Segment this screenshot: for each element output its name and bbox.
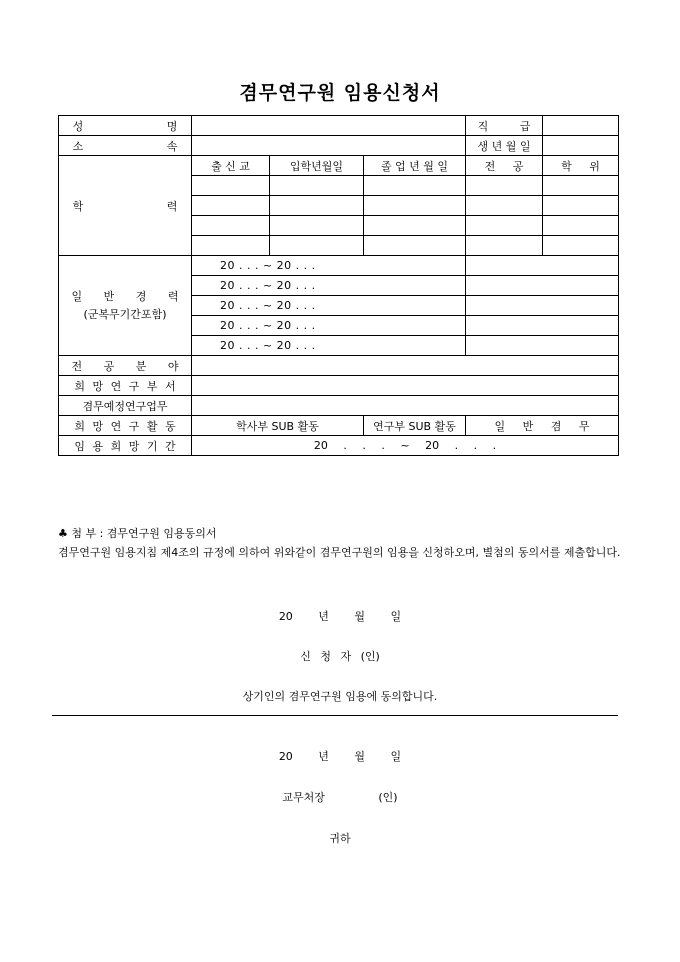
edu-header-entry: 입학년월일 [270, 156, 364, 176]
divider-line [52, 715, 618, 716]
dept-label: 희 망 연 구 부 서 [59, 376, 192, 396]
term-label: 임 용 희 망 기 간 [59, 436, 192, 456]
applicant-signature: 신 청 자 (인) [300, 650, 380, 663]
career-period[interactable]: 20 . . . ~ 20 . . . [192, 256, 466, 276]
birth-field[interactable] [543, 136, 619, 156]
career-period[interactable]: 20 . . . ~ 20 . . . [192, 316, 466, 336]
activity-label: 희 망 연 구 활 동 [59, 416, 192, 436]
edu-header-degree: 학 위 [543, 156, 619, 176]
edu-header-school: 출 신 교 [192, 156, 270, 176]
position-field[interactable] [543, 116, 619, 136]
major-field[interactable] [192, 356, 619, 376]
dept-field[interactable] [192, 376, 619, 396]
career-detail[interactable] [466, 316, 619, 336]
position-label: 직 급 [466, 116, 543, 136]
career-detail[interactable] [466, 336, 619, 356]
birth-label: 생 년 월 일 [466, 136, 543, 156]
affiliation-field[interactable] [192, 136, 466, 156]
application-date: 20 년 월 일 [278, 610, 402, 623]
term-field[interactable]: 20 . . . ~ 20 . . . [192, 436, 619, 456]
career-detail[interactable] [466, 276, 619, 296]
career-period[interactable]: 20 . . . ~ 20 . . . [192, 336, 466, 356]
activity-option-research[interactable]: 연구부 SUB 활동 [364, 416, 466, 436]
application-form-table [58, 115, 619, 456]
career-label [59, 256, 192, 356]
activity-option-undergrad[interactable]: 학사부 SUB 활동 [192, 416, 364, 436]
duty-field[interactable] [192, 396, 619, 416]
career-detail[interactable] [466, 296, 619, 316]
career-period[interactable]: 20 . . . ~ 20 . . . [192, 296, 466, 316]
form-title: 겸무연구원 임용신청서 [239, 82, 441, 104]
registrar-signature: 교무처장 (인) [282, 791, 398, 804]
affiliation-label: 소 속 [59, 136, 192, 156]
edu-header-major: 전 공 [466, 156, 543, 176]
approval-date: 20 년 월 일 [278, 750, 402, 763]
career-subtitle: (군복무기간포함) [83, 307, 167, 321]
activity-option-general[interactable]: 일 반 겸 무 [466, 416, 619, 436]
name-label: 성 명 [59, 116, 192, 136]
recipient-text: 귀하 [329, 832, 351, 845]
duty-label: 겸무예정연구업무 [59, 396, 192, 416]
name-field[interactable] [192, 116, 466, 136]
career-title: 일 반 경 력 [71, 289, 179, 303]
major-label: 전 공 분 야 [59, 356, 192, 376]
education-label: 학 력 [59, 156, 192, 256]
consent-text: 상기인의 겸무연구원 임용에 동의합니다. [242, 690, 438, 703]
career-detail[interactable] [466, 256, 619, 276]
career-period[interactable]: 20 . . . ~ 20 . . . [192, 276, 466, 296]
statement-text: 겸무연구원 임용지침 제4조의 규정에 의하여 위와같이 겸무연구원의 임용을 신청하오며, 별첨의 동의서를 제출합니다. [58, 546, 621, 559]
edu-header-graduation: 졸 업 년 월 일 [364, 156, 466, 176]
attachment-note: ♣ 첨 부 : 겸무연구원 임용동의서 [58, 527, 217, 540]
